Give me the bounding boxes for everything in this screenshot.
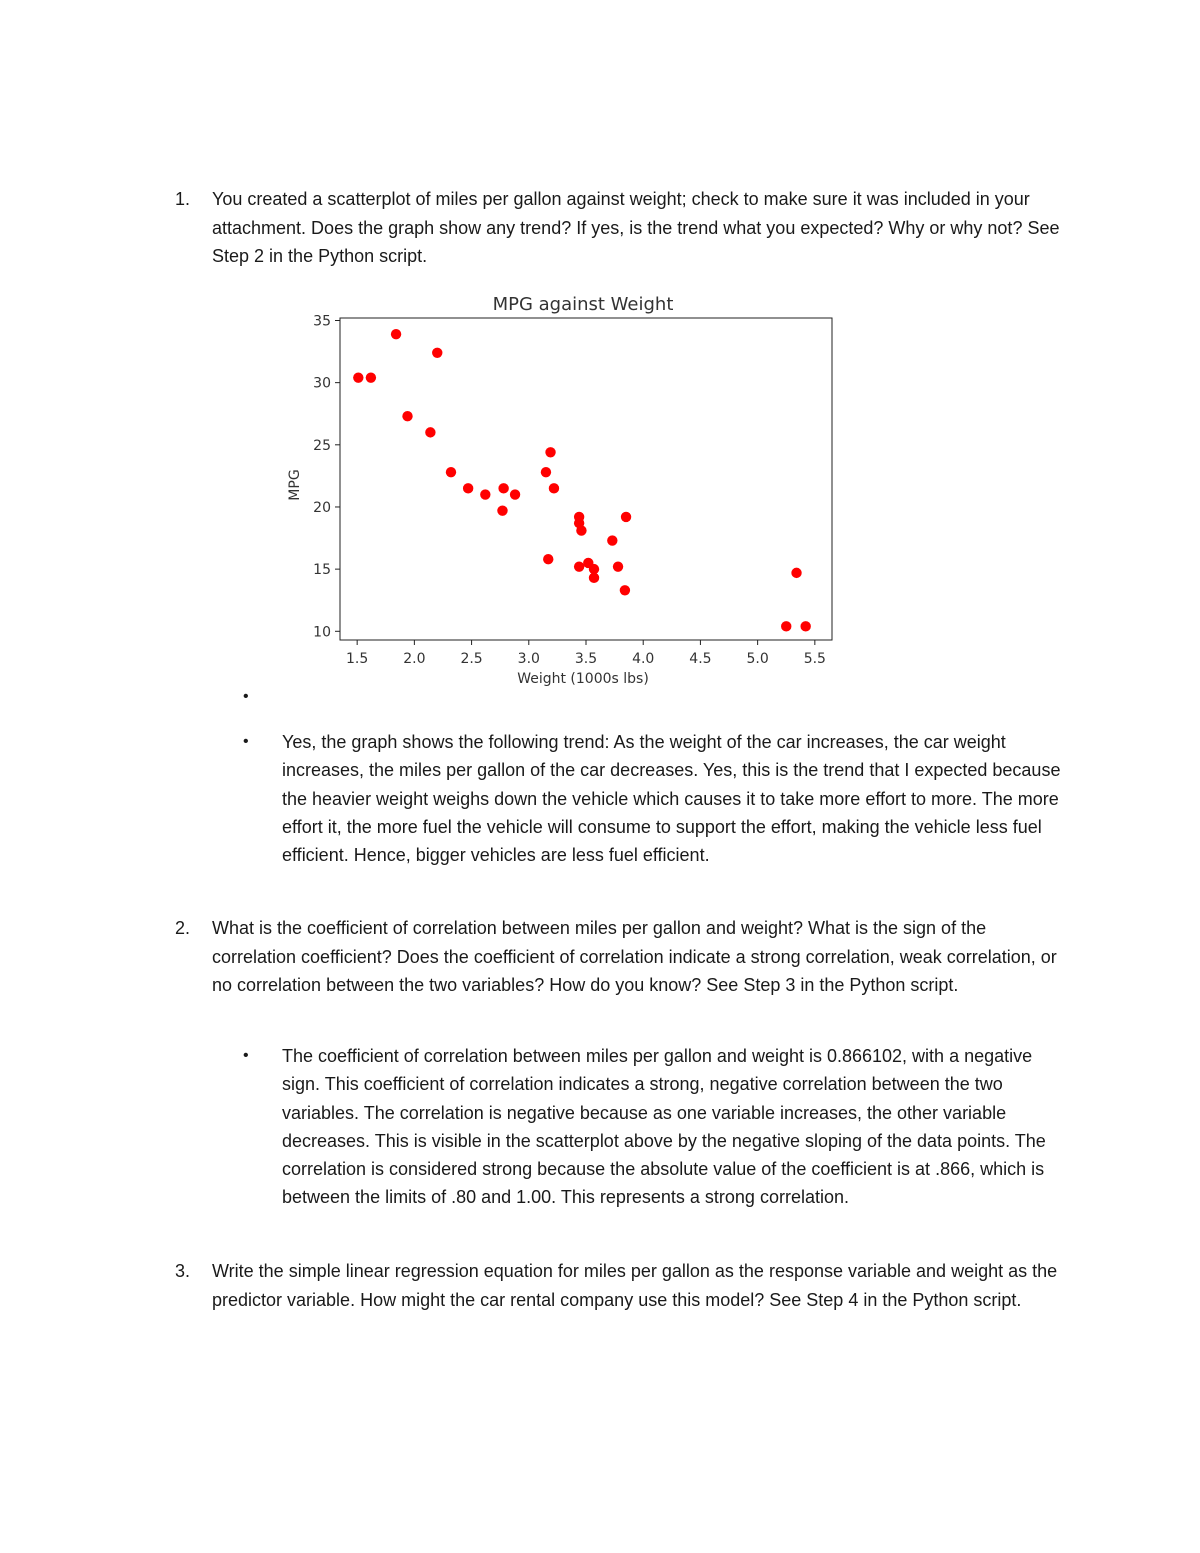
question-1-number: 1.	[175, 189, 191, 209]
scatter-point	[576, 525, 586, 535]
scatter-point	[353, 372, 363, 382]
x-tick-label: 2.0	[403, 651, 426, 667]
x-tick-label: 2.5	[460, 651, 483, 667]
scatter-point	[463, 483, 473, 493]
question-1-text: You created a scatterplot of miles per gallon against weight; check to make sure it was included in your attachment. Does the graph show any trend? If yes, is the trend what you expected? Why or why not? See Step 2 in the Python script.	[212, 189, 1060, 266]
empty-bullet-text	[282, 683, 1063, 711]
x-tick-label: 5.0	[746, 651, 769, 667]
scatter-point	[620, 585, 630, 595]
question-2-number: 2.	[175, 918, 191, 938]
question-2-text: What is the coefficient of correlation between miles per gallon and weight? What is the sign of the correlation coefficient? Does the coefficient of correlation indicate a strong correlation, weak correlation, or no correlation between the two variables? How do you know? See Step 3 in the Python script.	[212, 918, 1057, 995]
bullet-symbol: •	[243, 688, 249, 705]
data-points	[353, 329, 811, 632]
scatter-point	[541, 467, 551, 477]
scatter-point	[549, 483, 559, 493]
scatter-point	[498, 483, 508, 493]
scatter-point	[791, 568, 801, 578]
x-tick-label: 1.5	[346, 651, 369, 667]
y-axis-label: MPG	[287, 469, 303, 501]
scatter-point	[391, 329, 401, 339]
scatter-chart	[275, 285, 845, 690]
empty-bullet-item	[243, 683, 1063, 711]
y-tick-label: 10	[313, 624, 331, 641]
question-3	[175, 1257, 1075, 1314]
y-axis-ticks	[313, 313, 340, 640]
answer-1-text: Yes, the graph shows the following trend: As the weight of the car increases, the car weight increases, the miles per gallon of the car decreases. Yes, this is the trend that I expected because the heavier weight weighs down the vehicle which causes it to take more effort to more. The more effort it, the more fuel the vehicle will consume to support the effort, making the vehicle less fuel efficient. Hence, bigger vehicles are less fuel efficient.	[282, 732, 1061, 866]
scatter-point	[574, 561, 584, 571]
y-tick-label: 15	[313, 562, 331, 579]
x-tick-label: 3.0	[517, 651, 540, 667]
scatter-point	[589, 573, 599, 583]
scatter-point	[800, 621, 810, 631]
chart-title: MPG against Weight	[492, 294, 674, 315]
answer-2	[243, 1042, 1063, 1212]
x-tick-label: 3.5	[574, 651, 598, 667]
bullet-symbol: •	[243, 1047, 249, 1064]
question-1	[175, 185, 1075, 271]
scatter-point	[621, 512, 631, 522]
y-tick-label: 30	[313, 375, 331, 392]
scatter-point	[545, 447, 555, 457]
x-tick-label: 4.5	[689, 651, 712, 667]
answer-2-text: The coefficient of correlation between miles per gallon and weight is 0.866102, with a negative sign. This coefficient of correlation indicates a strong, negative correlation between the two variables. The correlation is negative because as one variable increases, the other variable decreases. This is visible in the scatterplot above by the negative sloping of the data points. The correlation is considered strong because the absolute value of the coefficient is at .866, which is between the limits of .80 and 1.00. This represents a strong correlation.	[282, 1046, 1046, 1208]
scatter-point	[425, 427, 435, 437]
scatter-point	[510, 489, 520, 499]
x-axis-ticks	[346, 640, 826, 667]
answer-1	[243, 728, 1063, 869]
y-tick-label: 20	[313, 499, 331, 516]
x-axis-label: Weight (1000s lbs)	[517, 671, 649, 687]
x-tick-label: 5.5	[803, 651, 826, 667]
scatter-point	[446, 467, 456, 477]
scatter-point	[432, 348, 442, 358]
scatter-point	[543, 554, 553, 564]
bullet-symbol: •	[243, 733, 249, 750]
y-tick-label: 25	[313, 437, 331, 454]
scatter-point	[781, 621, 791, 631]
scatter-point	[613, 561, 623, 571]
x-tick-label: 4.0	[632, 651, 655, 667]
question-2	[175, 914, 1075, 1000]
scatter-point	[366, 372, 376, 382]
scatter-point	[607, 535, 617, 545]
scatter-point	[497, 506, 507, 516]
y-tick-label: 35	[313, 313, 331, 330]
scatter-point	[480, 489, 490, 499]
question-3-text: Write the simple linear regression equation for miles per gallon as the response variable and weight as the predictor variable. How might the car rental company use this model? See Step 4 in the Python script.	[212, 1261, 1058, 1310]
scatter-point	[402, 411, 412, 421]
question-3-number: 3.	[175, 1261, 191, 1281]
plot-area-frame	[340, 318, 832, 640]
